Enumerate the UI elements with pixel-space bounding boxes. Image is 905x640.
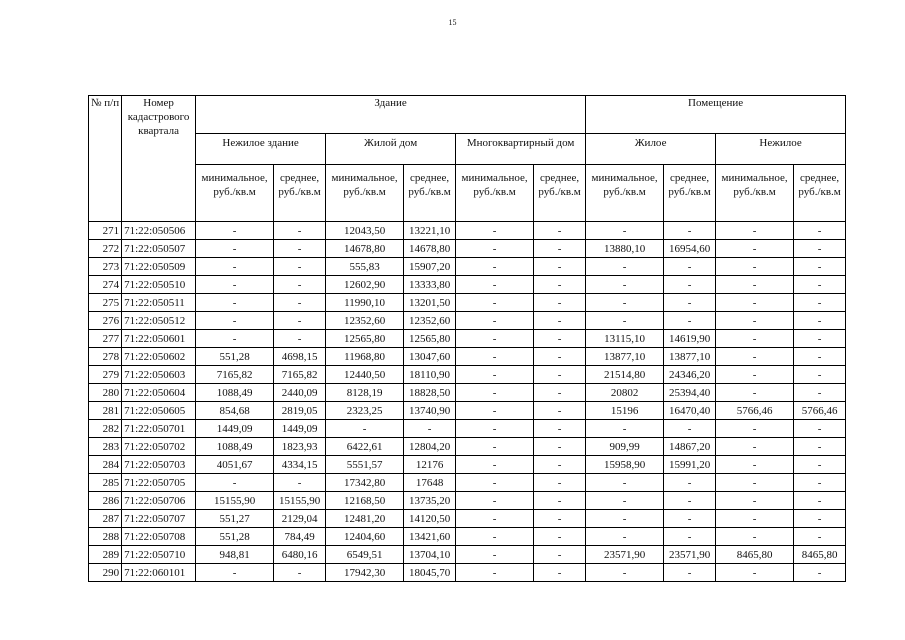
value-cell: 17648	[404, 474, 456, 492]
value-cell: 15907,20	[404, 258, 456, 276]
value-cell: 12043,50	[326, 222, 404, 240]
value-cell: -	[586, 276, 664, 294]
cadastral-quarter: 71:22:050510	[122, 276, 196, 294]
value-cell: -	[456, 294, 534, 312]
value-cell: 1823,93	[274, 438, 326, 456]
value-cell: -	[534, 546, 586, 564]
cadastral-quarter: 71:22:050604	[122, 384, 196, 402]
header-building: Здание	[196, 96, 586, 134]
header-avg: среднее, руб./кв.м	[534, 165, 586, 222]
table-row	[89, 222, 846, 240]
value-cell: -	[456, 564, 534, 582]
value-cell: 16470,40	[664, 402, 716, 420]
value-cell: 23571,90	[664, 546, 716, 564]
value-cell: -	[456, 474, 534, 492]
value-cell: -	[794, 222, 846, 240]
value-cell: -	[196, 474, 274, 492]
value-cell: 551,27	[196, 510, 274, 528]
value-cell: -	[456, 258, 534, 276]
value-cell: 18110,90	[404, 366, 456, 384]
header-avg: среднее, руб./кв.м	[404, 165, 456, 222]
value-cell: -	[456, 402, 534, 420]
value-cell: -	[456, 276, 534, 294]
cadastral-quarter: 71:22:050511	[122, 294, 196, 312]
value-cell: 15155,90	[274, 492, 326, 510]
value-cell: -	[196, 258, 274, 276]
page-number: 15	[448, 18, 457, 27]
value-cell: 5766,46	[716, 402, 794, 420]
value-cell: -	[794, 294, 846, 312]
value-cell: -	[456, 366, 534, 384]
value-cell: -	[586, 492, 664, 510]
value-cell: -	[794, 456, 846, 474]
value-cell: -	[534, 312, 586, 330]
value-cell: -	[196, 240, 274, 258]
value-cell: -	[534, 276, 586, 294]
value-cell: -	[586, 474, 664, 492]
value-cell: -	[586, 420, 664, 438]
value-cell: 13877,10	[664, 348, 716, 366]
cadastral-quarter: 71:22:050705	[122, 474, 196, 492]
value-cell: 12804,20	[404, 438, 456, 456]
value-cell: 14867,20	[664, 438, 716, 456]
row-number: 279	[89, 366, 122, 384]
cadastral-quarter: 71:22:050706	[122, 492, 196, 510]
value-cell: -	[794, 348, 846, 366]
value-cell: -	[586, 312, 664, 330]
value-cell: -	[794, 366, 846, 384]
header-cadastral: Номер кадастрового квартала	[122, 96, 196, 222]
value-cell: 12176	[404, 456, 456, 474]
header-non-residential: Нежилое	[716, 134, 846, 165]
value-cell: 13704,10	[404, 546, 456, 564]
table-row	[89, 510, 846, 528]
value-cell: -	[716, 492, 794, 510]
value-cell: 11968,80	[326, 348, 404, 366]
value-cell: 2323,25	[326, 402, 404, 420]
value-cell: 7165,82	[196, 366, 274, 384]
value-cell: 13201,50	[404, 294, 456, 312]
value-cell: -	[794, 564, 846, 582]
row-number: 285	[89, 474, 122, 492]
value-cell: 6480,16	[274, 546, 326, 564]
value-cell: 13735,20	[404, 492, 456, 510]
row-number: 271	[89, 222, 122, 240]
row-number: 283	[89, 438, 122, 456]
cadastral-quarter: 71:22:050506	[122, 222, 196, 240]
value-cell: 23571,90	[586, 546, 664, 564]
value-cell: -	[794, 240, 846, 258]
value-cell: -	[716, 456, 794, 474]
value-cell: 2440,09	[274, 384, 326, 402]
value-cell: -	[196, 222, 274, 240]
row-number: 272	[89, 240, 122, 258]
value-cell: -	[456, 240, 534, 258]
value-cell: 5551,57	[326, 456, 404, 474]
value-cell: -	[716, 276, 794, 294]
value-cell: 555,83	[326, 258, 404, 276]
value-cell: 4334,15	[274, 456, 326, 474]
value-cell: 13880,10	[586, 240, 664, 258]
value-cell: -	[716, 564, 794, 582]
value-cell: -	[716, 330, 794, 348]
value-cell: -	[274, 312, 326, 330]
header-min: минимальное, руб./кв.м	[456, 165, 534, 222]
value-cell: -	[196, 330, 274, 348]
table-row	[89, 564, 846, 582]
value-cell: -	[716, 294, 794, 312]
table-row	[89, 420, 846, 438]
value-cell: -	[274, 294, 326, 312]
cadastral-quarter: 71:22:050701	[122, 420, 196, 438]
header-residential: Жилое	[586, 134, 716, 165]
value-cell: -	[534, 564, 586, 582]
value-cell: -	[534, 510, 586, 528]
table-row	[89, 402, 846, 420]
table-row	[89, 438, 846, 456]
value-cell: 12404,60	[326, 528, 404, 546]
value-cell: -	[664, 420, 716, 438]
value-cell: -	[716, 474, 794, 492]
value-cell: -	[716, 510, 794, 528]
value-cell: 25394,40	[664, 384, 716, 402]
value-cell: -	[456, 546, 534, 564]
value-cell: 948,81	[196, 546, 274, 564]
value-cell: -	[404, 420, 456, 438]
value-cell: 1449,09	[196, 420, 274, 438]
value-cell: 15991,20	[664, 456, 716, 474]
value-cell: -	[534, 438, 586, 456]
value-cell: 13115,10	[586, 330, 664, 348]
value-cell: -	[586, 294, 664, 312]
value-cell: -	[716, 420, 794, 438]
value-cell: 13333,80	[404, 276, 456, 294]
row-number: 290	[89, 564, 122, 582]
value-cell: -	[274, 258, 326, 276]
value-cell: 12481,20	[326, 510, 404, 528]
value-cell: -	[534, 294, 586, 312]
value-cell: -	[534, 258, 586, 276]
value-cell: -	[664, 294, 716, 312]
value-cell: -	[196, 276, 274, 294]
row-number: 280	[89, 384, 122, 402]
value-cell: -	[534, 330, 586, 348]
value-cell: 1088,49	[196, 438, 274, 456]
value-cell: 14120,50	[404, 510, 456, 528]
row-number: 275	[89, 294, 122, 312]
table-row	[89, 528, 846, 546]
header-avg: среднее, руб./кв.м	[274, 165, 326, 222]
value-cell: 909,99	[586, 438, 664, 456]
value-cell: 2819,05	[274, 402, 326, 420]
value-cell: -	[794, 276, 846, 294]
row-number: 278	[89, 348, 122, 366]
cadastral-quarter: 71:22:050512	[122, 312, 196, 330]
value-cell: 7165,82	[274, 366, 326, 384]
value-cell: 6422,61	[326, 438, 404, 456]
table-row	[89, 330, 846, 348]
value-cell: -	[456, 510, 534, 528]
value-cell: -	[196, 312, 274, 330]
value-cell: -	[664, 276, 716, 294]
value-cell: -	[456, 330, 534, 348]
value-cell: -	[586, 528, 664, 546]
value-cell: 12352,60	[404, 312, 456, 330]
row-number: 274	[89, 276, 122, 294]
row-number: 277	[89, 330, 122, 348]
table-row	[89, 348, 846, 366]
value-cell: -	[456, 312, 534, 330]
value-cell: -	[716, 384, 794, 402]
value-cell: -	[794, 258, 846, 276]
value-cell: 12565,80	[404, 330, 456, 348]
value-cell: -	[664, 312, 716, 330]
value-cell: 20802	[586, 384, 664, 402]
value-cell: -	[586, 510, 664, 528]
value-cell: -	[664, 510, 716, 528]
value-cell: -	[664, 564, 716, 582]
header-min: минимальное, руб./кв.м	[326, 165, 404, 222]
value-cell: 551,28	[196, 348, 274, 366]
value-cell: -	[716, 240, 794, 258]
value-cell: 21514,80	[586, 366, 664, 384]
row-number: 273	[89, 258, 122, 276]
table-row	[89, 384, 846, 402]
value-cell: -	[534, 492, 586, 510]
row-number: 284	[89, 456, 122, 474]
value-cell: -	[794, 384, 846, 402]
value-cell: -	[274, 222, 326, 240]
cadastral-quarter: 71:22:050602	[122, 348, 196, 366]
value-cell: -	[534, 348, 586, 366]
value-cell: -	[794, 330, 846, 348]
value-cell: -	[716, 222, 794, 240]
value-cell: 1449,09	[274, 420, 326, 438]
header-residential-house: Жилой дом	[326, 134, 456, 165]
value-cell: 2129,04	[274, 510, 326, 528]
value-cell: -	[794, 420, 846, 438]
value-cell: 4051,67	[196, 456, 274, 474]
value-cell: -	[534, 402, 586, 420]
value-cell: -	[274, 330, 326, 348]
cadastral-quarter: 71:22:050509	[122, 258, 196, 276]
value-cell: 13877,10	[586, 348, 664, 366]
value-cell: 14678,80	[404, 240, 456, 258]
value-cell: -	[794, 510, 846, 528]
row-number: 289	[89, 546, 122, 564]
value-cell: -	[274, 276, 326, 294]
table-body	[89, 222, 846, 582]
header-non-residential-building: Нежилое здание	[196, 134, 326, 165]
cadastral-quarter: 71:22:050605	[122, 402, 196, 420]
table-row	[89, 312, 846, 330]
value-cell: -	[534, 384, 586, 402]
value-cell: 12440,50	[326, 366, 404, 384]
table-row	[89, 258, 846, 276]
value-cell: -	[664, 258, 716, 276]
value-cell: 4698,15	[274, 348, 326, 366]
value-cell: 18828,50	[404, 384, 456, 402]
value-cell: 5766,46	[794, 402, 846, 420]
value-cell: -	[534, 456, 586, 474]
value-cell: -	[196, 564, 274, 582]
header-min: минимальное, руб./кв.м	[586, 165, 664, 222]
value-cell: -	[456, 384, 534, 402]
value-cell: 14619,90	[664, 330, 716, 348]
row-number: 281	[89, 402, 122, 420]
value-cell: -	[664, 528, 716, 546]
row-number: 288	[89, 528, 122, 546]
value-cell: 18045,70	[404, 564, 456, 582]
value-cell: -	[794, 474, 846, 492]
cadastral-quarter: 71:22:050707	[122, 510, 196, 528]
value-cell: 8465,80	[794, 546, 846, 564]
value-cell: 17342,80	[326, 474, 404, 492]
value-cell: 14678,80	[326, 240, 404, 258]
value-cell: 12565,80	[326, 330, 404, 348]
value-cell: -	[586, 564, 664, 582]
value-cell: -	[534, 240, 586, 258]
value-cell: -	[456, 222, 534, 240]
header-num: № п/п	[89, 96, 122, 222]
value-cell: 13047,60	[404, 348, 456, 366]
header-premises: Помещение	[586, 96, 846, 134]
table-row	[89, 456, 846, 474]
value-cell: -	[664, 474, 716, 492]
header-apartment-building: Многоквартирный дом	[456, 134, 586, 165]
value-cell: 15958,90	[586, 456, 664, 474]
value-cell: -	[794, 492, 846, 510]
value-cell: -	[274, 240, 326, 258]
table-row	[89, 546, 846, 564]
row-number: 287	[89, 510, 122, 528]
value-cell: -	[456, 420, 534, 438]
value-cell: 17942,30	[326, 564, 404, 582]
value-cell: -	[534, 420, 586, 438]
value-cell: 24346,20	[664, 366, 716, 384]
value-cell: -	[534, 528, 586, 546]
row-number: 286	[89, 492, 122, 510]
value-cell: -	[716, 528, 794, 546]
value-cell: -	[326, 420, 404, 438]
value-cell: 12352,60	[326, 312, 404, 330]
cadastral-quarter: 71:22:050710	[122, 546, 196, 564]
value-cell: -	[534, 366, 586, 384]
value-cell: -	[456, 492, 534, 510]
value-cell: 6549,51	[326, 546, 404, 564]
value-cell: -	[534, 222, 586, 240]
cadastral-value-table	[88, 95, 846, 582]
header-avg: среднее, руб./кв.м	[794, 165, 846, 222]
row-number: 282	[89, 420, 122, 438]
value-cell: -	[794, 312, 846, 330]
table-row	[89, 492, 846, 510]
cadastral-quarter: 71:22:050603	[122, 366, 196, 384]
value-cell: 13740,90	[404, 402, 456, 420]
table-row	[89, 474, 846, 492]
value-cell: -	[456, 348, 534, 366]
cadastral-quarter: 71:22:050703	[122, 456, 196, 474]
header-min: минимальное, руб./кв.м	[716, 165, 794, 222]
cadastral-quarter: 71:22:050507	[122, 240, 196, 258]
value-cell: 8128,19	[326, 384, 404, 402]
value-cell: -	[664, 492, 716, 510]
value-cell: -	[456, 456, 534, 474]
value-cell: -	[274, 474, 326, 492]
value-cell: -	[794, 438, 846, 456]
header-avg: среднее, руб./кв.м	[664, 165, 716, 222]
value-cell: 12168,50	[326, 492, 404, 510]
value-cell: -	[196, 294, 274, 312]
value-cell: 8465,80	[716, 546, 794, 564]
value-cell: -	[456, 528, 534, 546]
value-cell: -	[586, 258, 664, 276]
value-cell: 15196	[586, 402, 664, 420]
value-cell: -	[716, 348, 794, 366]
value-cell: -	[664, 222, 716, 240]
table-row	[89, 276, 846, 294]
value-cell: -	[274, 564, 326, 582]
value-cell: 12602,90	[326, 276, 404, 294]
value-cell: -	[794, 528, 846, 546]
value-cell: 784,49	[274, 528, 326, 546]
value-cell: -	[716, 312, 794, 330]
value-cell: 854,68	[196, 402, 274, 420]
cadastral-quarter: 71:22:050601	[122, 330, 196, 348]
header-min: минимальное, руб./кв.м	[196, 165, 274, 222]
row-number: 276	[89, 312, 122, 330]
value-cell: -	[716, 366, 794, 384]
value-cell: -	[586, 222, 664, 240]
value-cell: 13221,10	[404, 222, 456, 240]
value-cell: -	[716, 258, 794, 276]
value-cell: 13421,60	[404, 528, 456, 546]
table-row	[89, 240, 846, 258]
value-cell: 1088,49	[196, 384, 274, 402]
cadastral-quarter: 71:22:060101	[122, 564, 196, 582]
value-cell: 15155,90	[196, 492, 274, 510]
value-cell: 16954,60	[664, 240, 716, 258]
value-cell: -	[456, 438, 534, 456]
value-cell: 551,28	[196, 528, 274, 546]
table-row	[89, 366, 846, 384]
value-cell: 11990,10	[326, 294, 404, 312]
cadastral-quarter: 71:22:050708	[122, 528, 196, 546]
value-cell: -	[716, 438, 794, 456]
cadastral-quarter: 71:22:050702	[122, 438, 196, 456]
value-cell: -	[534, 474, 586, 492]
table-row	[89, 294, 846, 312]
